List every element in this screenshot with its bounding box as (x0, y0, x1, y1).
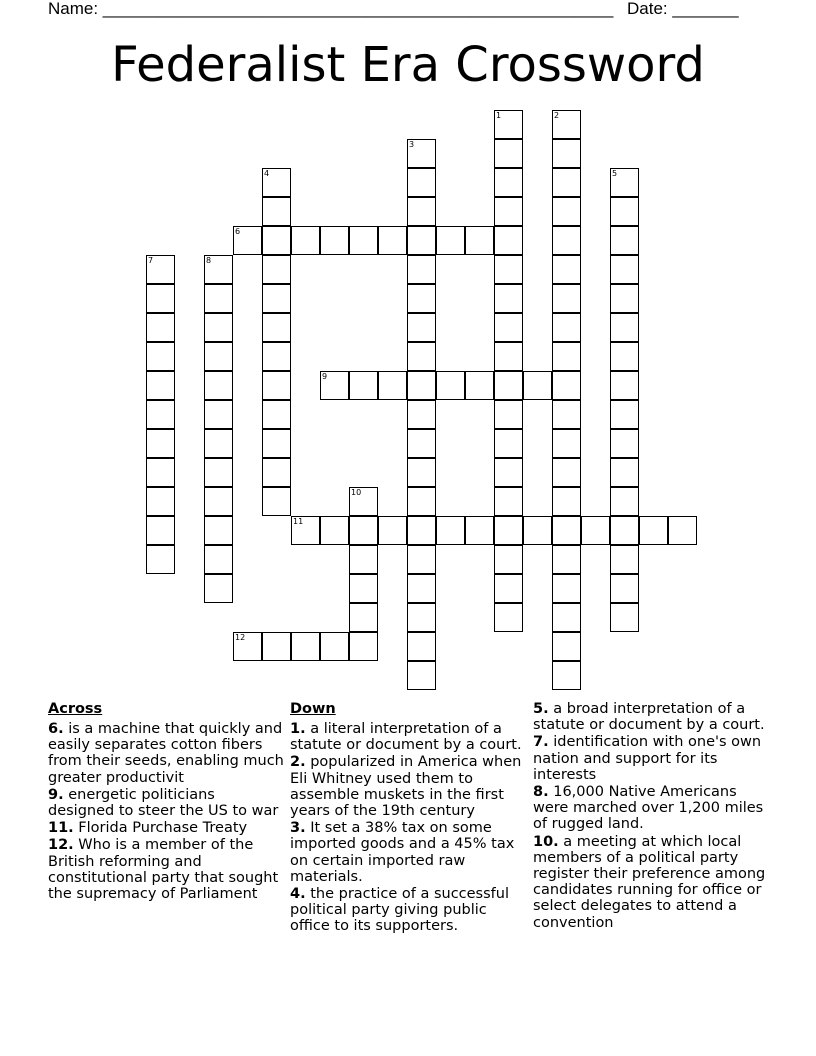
crossword-cell[interactable] (407, 371, 436, 400)
crossword-cell[interactable] (494, 371, 523, 400)
page-title: Federalist Era Crossword (111, 37, 705, 93)
crossword-cell[interactable] (523, 516, 552, 545)
crossword-cell[interactable] (610, 516, 639, 545)
crossword-cell[interactable] (204, 458, 233, 487)
crossword-cell[interactable] (349, 545, 378, 574)
crossword-cell[interactable] (262, 313, 291, 342)
crossword-cell[interactable] (146, 255, 175, 284)
clue-down-10: 10. a meeting at which local members of a political party register their preference among candidates running for office or select delegates to attend a convention (533, 833, 766, 931)
crossword-cell[interactable] (320, 226, 349, 255)
crossword-cell[interactable] (146, 516, 175, 545)
crossword-cell[interactable] (610, 168, 639, 197)
down-clues (290, 701, 526, 936)
crossword-cell[interactable] (668, 516, 697, 545)
cell-number: 10 (351, 488, 362, 497)
across-heading: Across (48, 701, 103, 717)
across-clues (48, 701, 284, 903)
crossword-cell[interactable] (552, 516, 581, 545)
name-field[interactable]: Name: ______________________________________________________ (48, 0, 614, 18)
crossword-cell[interactable] (494, 429, 523, 458)
crossword-cell[interactable] (146, 371, 175, 400)
clue-across-9: 9. energetic politicians designed to steer the US to war (48, 786, 279, 820)
crossword-cell[interactable] (320, 371, 349, 400)
crossword-cell[interactable] (610, 197, 639, 226)
crossword-cell[interactable] (349, 487, 378, 516)
crossword-cell[interactable] (436, 371, 465, 400)
crossword-cell[interactable] (552, 400, 581, 429)
crossword-cell[interactable] (610, 603, 639, 632)
crossword-cell[interactable] (262, 168, 291, 197)
crossword-cell[interactable] (494, 284, 523, 313)
crossword-cell[interactable] (436, 516, 465, 545)
crossword-cell[interactable] (262, 197, 291, 226)
crossword-cell[interactable] (407, 313, 436, 342)
down-clues-continued (533, 701, 773, 932)
crossword-cell[interactable] (233, 632, 262, 661)
crossword-cell[interactable] (581, 516, 610, 545)
crossword-cell[interactable] (146, 342, 175, 371)
crossword-cell[interactable] (465, 371, 494, 400)
crossword-cell[interactable] (610, 226, 639, 255)
crossword-cell[interactable] (407, 574, 436, 603)
crossword-cell[interactable] (552, 632, 581, 661)
crossword-cell[interactable] (262, 458, 291, 487)
crossword-cell[interactable] (610, 255, 639, 284)
crossword-cell[interactable] (610, 487, 639, 516)
crossword-cell[interactable] (494, 168, 523, 197)
crossword-cell[interactable] (233, 226, 262, 255)
crossword-cell[interactable] (407, 661, 436, 690)
crossword-cell[interactable] (494, 516, 523, 545)
clue-across-12: 12. Who is a member of the British reforming and constitutional party that sought the supremacy of Parliament (48, 837, 279, 903)
crossword-cell[interactable] (407, 284, 436, 313)
crossword-cell[interactable] (349, 632, 378, 661)
date-field[interactable]: Date: _______ (627, 0, 739, 18)
crossword-cell[interactable] (378, 516, 407, 545)
crossword-cell[interactable] (552, 139, 581, 168)
crossword-cell[interactable] (494, 139, 523, 168)
crossword-cell[interactable] (610, 574, 639, 603)
clue-down-4: 4. the practice of a successful political party giving public office to its supporters. (290, 886, 509, 935)
crossword-cell[interactable] (407, 545, 436, 574)
crossword-cell[interactable] (552, 545, 581, 574)
crossword-cell[interactable] (494, 458, 523, 487)
crossword-cell[interactable] (610, 371, 639, 400)
cell-number: 7 (148, 256, 154, 265)
crossword-cell[interactable] (552, 226, 581, 255)
crossword-cell[interactable] (552, 342, 581, 371)
crossword-cell[interactable] (146, 487, 175, 516)
crossword-cell[interactable] (262, 632, 291, 661)
crossword-cell[interactable] (407, 516, 436, 545)
crossword-cell[interactable] (262, 429, 291, 458)
cell-number: 4 (264, 169, 270, 178)
cell-number: 9 (322, 372, 328, 381)
clue-across-11: 11. Florida Purchase Treaty (48, 820, 248, 837)
crossword-cell[interactable] (146, 400, 175, 429)
crossword-cell[interactable] (291, 516, 320, 545)
crossword-cell[interactable] (407, 458, 436, 487)
crossword-cell[interactable] (146, 545, 175, 574)
crossword-cell[interactable] (552, 574, 581, 603)
crossword-cell[interactable] (494, 400, 523, 429)
crossword-cell[interactable] (204, 516, 233, 545)
crossword-cell[interactable] (523, 371, 552, 400)
crossword-cell[interactable] (349, 574, 378, 603)
crossword-cell[interactable] (407, 139, 436, 168)
crossword-cell[interactable] (204, 371, 233, 400)
crossword-cell[interactable] (204, 574, 233, 603)
crossword-cell[interactable] (204, 284, 233, 313)
cell-number: 11 (293, 517, 304, 526)
crossword-cell[interactable] (262, 284, 291, 313)
cell-number: 1 (496, 111, 502, 120)
crossword-cell[interactable] (291, 226, 320, 255)
cell-number: 12 (235, 633, 246, 642)
crossword-cell[interactable] (407, 603, 436, 632)
crossword-cell[interactable] (552, 429, 581, 458)
crossword-cell[interactable] (204, 342, 233, 371)
cell-number: 3 (409, 140, 415, 149)
crossword-cell[interactable] (494, 313, 523, 342)
crossword-cell[interactable] (320, 632, 349, 661)
crossword-cell[interactable] (378, 371, 407, 400)
crossword-cell[interactable] (204, 400, 233, 429)
crossword-cell[interactable] (349, 371, 378, 400)
crossword-cell[interactable] (552, 197, 581, 226)
crossword-cell[interactable] (146, 458, 175, 487)
crossword-cell[interactable] (291, 632, 320, 661)
crossword-cell[interactable] (349, 516, 378, 545)
cell-number: 8 (206, 256, 212, 265)
crossword-cell[interactable] (465, 516, 494, 545)
crossword-cell[interactable] (494, 255, 523, 284)
crossword-cell[interactable] (552, 661, 581, 690)
crossword-cell[interactable] (552, 284, 581, 313)
crossword-cell[interactable] (494, 487, 523, 516)
crossword-cell[interactable] (262, 487, 291, 516)
clue-down-5: 5. a broad interpretation of a statute or document by a court. (533, 701, 765, 734)
crossword-cell[interactable] (494, 574, 523, 603)
crossword-cell[interactable] (349, 226, 378, 255)
crossword-cell[interactable] (552, 313, 581, 342)
crossword-cell[interactable] (204, 255, 233, 284)
crossword-cell[interactable] (494, 603, 523, 632)
crossword-cell[interactable] (552, 603, 581, 632)
crossword-cell[interactable] (262, 371, 291, 400)
crossword-cell[interactable] (639, 516, 668, 545)
crossword-cell[interactable] (407, 226, 436, 255)
crossword-cell[interactable] (610, 342, 639, 371)
crossword-cell[interactable] (407, 487, 436, 516)
crossword-cell[interactable] (494, 545, 523, 574)
crossword-cell[interactable] (610, 429, 639, 458)
crossword-cell[interactable] (407, 400, 436, 429)
crossword-cell[interactable] (552, 110, 581, 139)
crossword-cell[interactable] (552, 168, 581, 197)
crossword-cell[interactable] (407, 429, 436, 458)
crossword-cell[interactable] (552, 487, 581, 516)
crossword-cell[interactable] (146, 284, 175, 313)
clue-across-6: 6. is a machine that quickly and easily separates cotton fibers from their seeds, enabling much greater productivit (48, 721, 284, 786)
cell-number: 5 (612, 169, 618, 178)
crossword-cell[interactable] (349, 603, 378, 632)
cell-number: 2 (554, 111, 560, 120)
crossword-cell[interactable] (320, 516, 349, 545)
crossword-cell[interactable] (610, 545, 639, 574)
clue-down-1: 1. a literal interpretation of a statute or document by a court. (290, 721, 522, 754)
clue-down-8: 8. 16,000 Native Americans were marched over 1,200 miles of rugged land. (533, 784, 764, 833)
crossword-cell[interactable] (204, 313, 233, 342)
clue-down-7: 7. identification with one's own nation and support for its interests (533, 734, 762, 783)
clue-down-2: 2. popularized in America when Eli Whitney used them to assemble muskets in the first years of the 19th century (290, 754, 522, 820)
crossword-cell[interactable] (610, 284, 639, 313)
crossword-cell[interactable] (436, 226, 465, 255)
crossword-cell[interactable] (407, 342, 436, 371)
crossword-cell[interactable] (262, 255, 291, 284)
crossword-cell[interactable] (610, 458, 639, 487)
crossword-cell[interactable] (204, 545, 233, 574)
crossword-cell[interactable] (465, 226, 494, 255)
crossword-cell[interactable] (494, 342, 523, 371)
crossword-cell[interactable] (262, 226, 291, 255)
crossword-cell[interactable] (146, 313, 175, 342)
crossword-cell[interactable] (494, 226, 523, 255)
crossword-cell[interactable] (407, 168, 436, 197)
crossword-cell[interactable] (407, 255, 436, 284)
down-heading: Down (290, 701, 336, 717)
crossword-cell[interactable] (204, 487, 233, 516)
crossword-cell[interactable] (610, 400, 639, 429)
crossword-cell[interactable] (494, 197, 523, 226)
crossword-cell[interactable] (552, 371, 581, 400)
crossword-cell[interactable] (610, 313, 639, 342)
crossword-cell[interactable] (407, 197, 436, 226)
crossword-cell[interactable] (262, 400, 291, 429)
crossword-cell[interactable] (146, 429, 175, 458)
crossword-cell[interactable] (552, 255, 581, 284)
crossword-cell[interactable] (407, 632, 436, 661)
crossword-cell[interactable] (378, 226, 407, 255)
crossword-cell[interactable] (552, 458, 581, 487)
crossword-cell[interactable] (204, 429, 233, 458)
clue-down-3: 3. It set a 38% tax on some imported goods and a 45% tax on certain imported raw materials. (290, 820, 515, 885)
crossword-cell[interactable] (262, 342, 291, 371)
cell-number: 6 (235, 227, 241, 236)
crossword-cell[interactable] (494, 110, 523, 139)
